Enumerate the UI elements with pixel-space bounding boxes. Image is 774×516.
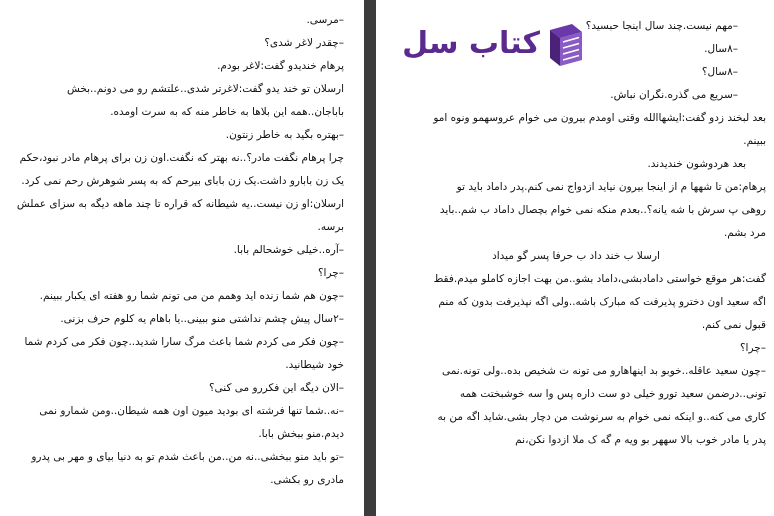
text-line: پدر یا مادر خوب بالا سههر بو ویه م گه ک ملا ازدوا نکن،نم — [515, 434, 766, 446]
text-line: –۸سال. — [704, 43, 738, 55]
text-line: یک زن بابارو داشت.یک زن بابای بیرحم که به پسر شوهرش رحم نمی کرد. — [21, 175, 344, 187]
text-line: مادری رو بکشی. — [270, 474, 344, 486]
text-line: ارسلان:او زن نیست..یه شیطانه که قراره تا چند ماهه دیگه به سزای عملش — [16, 198, 344, 210]
text-line: –مهم نیست.چند سال اینجا حبسید؟ — [585, 20, 738, 32]
text-line: –بهتره بگید به خاطر زنتون. — [225, 129, 344, 141]
text-line: –چرا؟ — [739, 342, 766, 354]
text-line: دیدم.منو ببخش بابا. — [258, 428, 344, 440]
text-line: گفت:هر موقع خواستی دامادبشی،داماد بشو..من بهت اجازه کاملو میدم.فقط — [433, 273, 766, 285]
text-line: –الان دیگه این فکررو می کنی؟ — [208, 382, 344, 394]
text-line: –۸سال؟ — [701, 66, 738, 78]
text-line: –تو باید منو ببخشی..نه من..من باعث شدم تو به دنیا بیای و مهر بی پدرو — [31, 451, 344, 463]
text-line: ارسلا ب خند داد ب حرفا پسر گو میداد — [492, 250, 660, 262]
text-line: روهی پ سرش با شه یانه؟..بعدم منکه نمی خوام بچصال داماد ب شم..باید — [439, 204, 766, 216]
right-page — [376, 0, 774, 516]
text-line: مرد بشم. — [723, 227, 766, 239]
text-line: تونی..درضمن سعید تورو خیلی دو ست داره پس وا سه خوشبختت همه — [459, 388, 766, 400]
text-line: باباجان..همه این بلاها به خاطر منه که به سرت اومده. — [110, 106, 344, 118]
text-line: ببینم. — [743, 135, 766, 147]
text-line: –چون سعید عاقله..خوبو بد اینهاهارو می تونه ت شخیص بده..ولی تونه.نمی — [441, 365, 766, 377]
text-line: برسه. — [317, 221, 344, 233]
text-line: –نه..شما تنها فرشته ای بودید میون اون همه شیطان..ومن شمارو نمی — [39, 405, 344, 417]
page-gutter — [364, 0, 376, 516]
text-line: اگه سعید اون دخترو پذیرفت که مبارک باشه..ولی اگه نپذیرفت بدون که منم — [438, 296, 766, 308]
text-line: –چرا؟ — [317, 267, 344, 279]
text-line: –سریع می گذره.نگران نباش. — [610, 89, 738, 101]
text-line: خود شیطانید. — [285, 359, 344, 371]
text-line: –چون هم شما زنده اید وهمم من می تونم شما رو هفته ای یکبار ببینم. — [39, 290, 344, 302]
text-line: –۲سال پیش چشم نداشتی منو ببینی..یا باهام یه کلوم حرف بزنی. — [60, 313, 344, 325]
text-line: ارسلان تو خند یدو گفت:لاغرتر شدی..علتشم رو می دونم..بخش — [66, 83, 344, 95]
left-page — [0, 0, 364, 516]
text-line: بعد هردوشون خندیدند. — [647, 158, 746, 170]
text-line: پرهام خندیدو گفت:لاغر بودم. — [217, 60, 344, 72]
text-line: پرهام:من تا شهها م از اینجا بیرون نیاید ازدواج نمی کنم.پدر داماد باید تو — [456, 181, 766, 193]
text-line: کاری می کنه..و اینکه نمی خوام به سرنوشت من دچار بشی.شاید اگه من به — [437, 411, 766, 423]
text-line: –آره..خیلی خوشحالم بابا. — [233, 244, 344, 256]
text-line: بعد لبخند زدو گفت:ایشهاالله وقتی اومدم بیرون می خوام عروسهمو ونوه امو — [433, 112, 766, 124]
text-line: –مرسی. — [306, 14, 344, 26]
text-line: –چقدر لاغر شدی؟ — [264, 37, 344, 49]
text-line: قبول نمی کنم. — [701, 319, 766, 331]
logo-text: کتاب سل — [402, 26, 540, 61]
text-line: چرا پرهام نگفت مادر؟..نه بهتر که نگفت.اون زن برای پرهام مادر نبود،حکم — [19, 152, 344, 164]
text-line: –چون فکر می کردم شما باعث مرگ سارا شدید..چون فکر می کردم شما — [24, 336, 344, 348]
